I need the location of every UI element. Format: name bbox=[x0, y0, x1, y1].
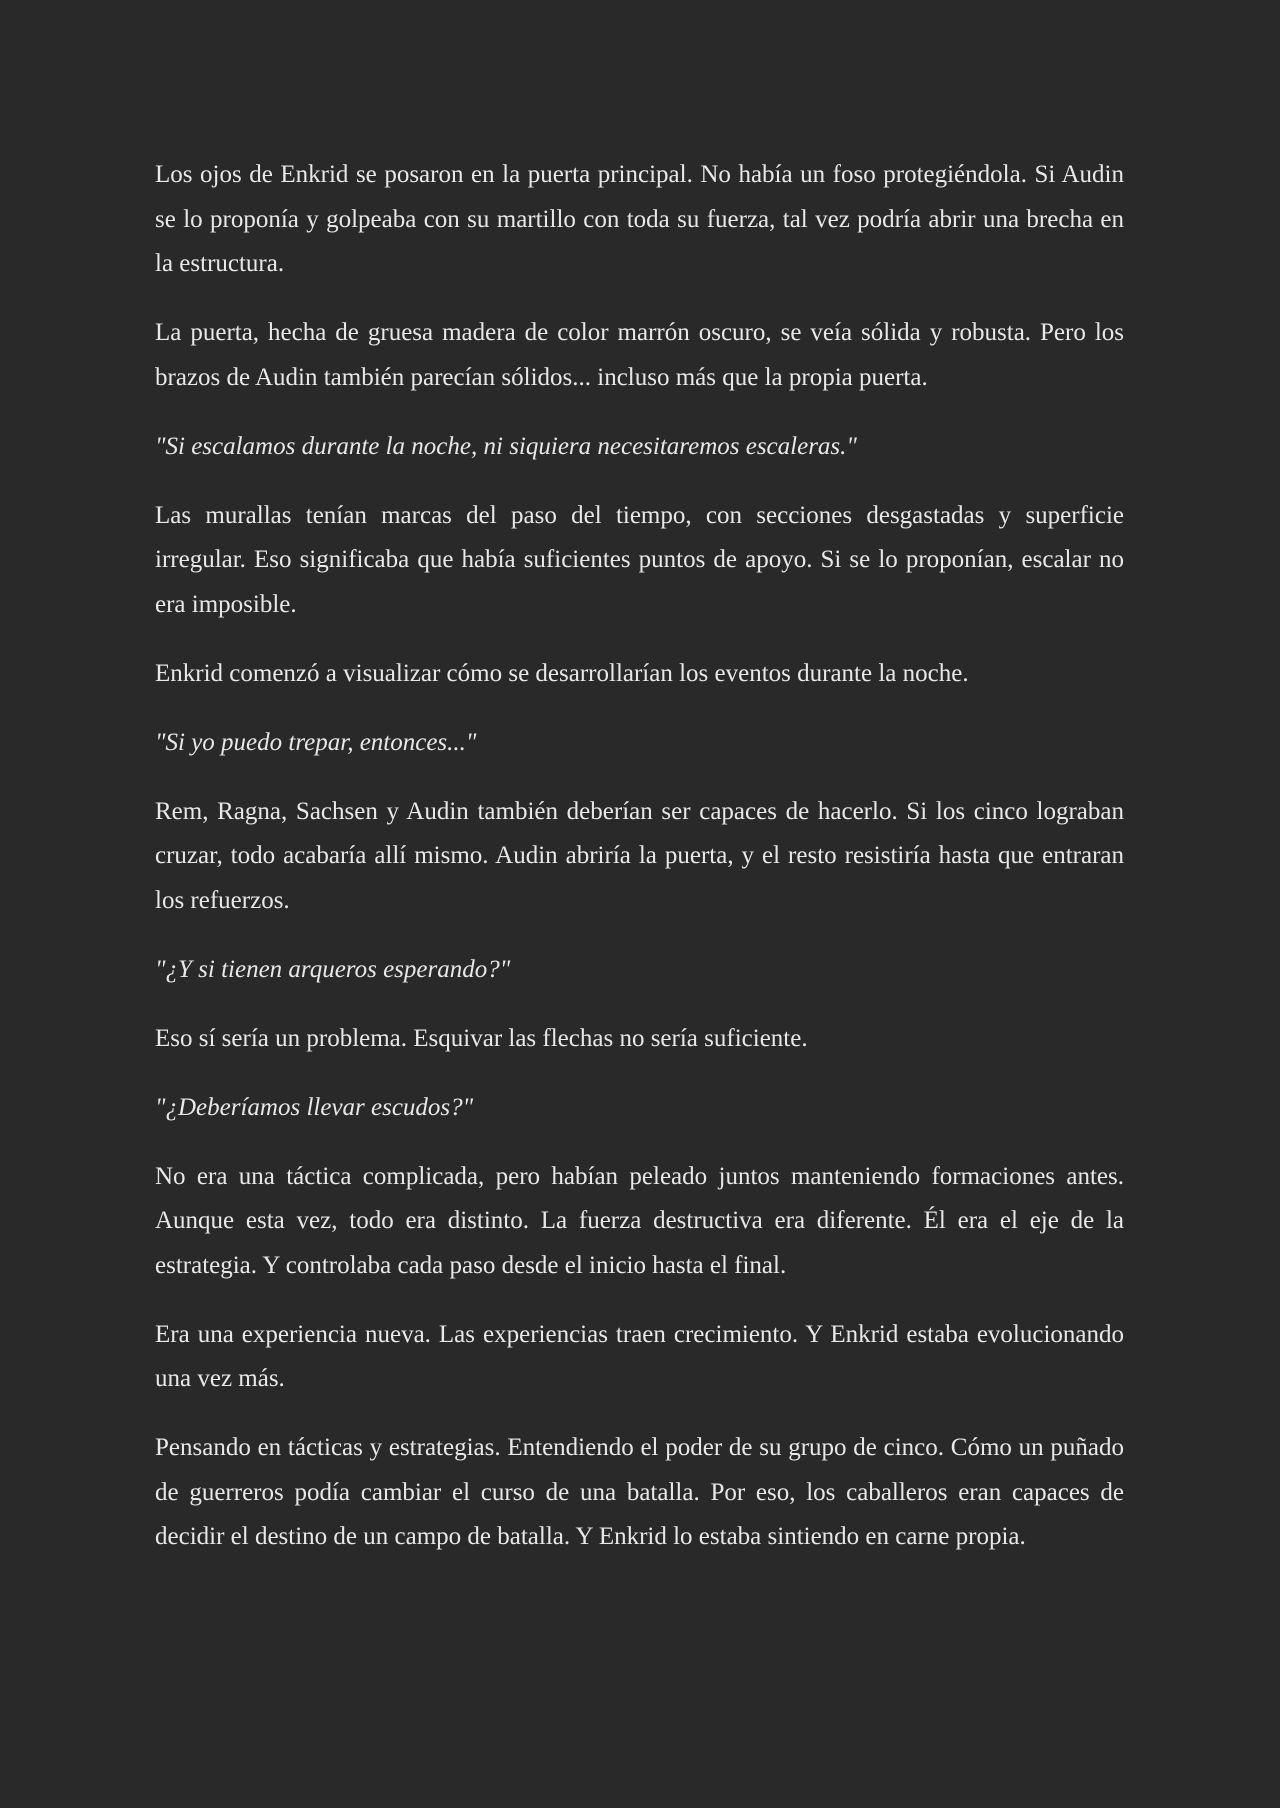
paragraph: La puerta, hecha de gruesa madera de color marrón oscuro, se veía sólida y robusta. Pero los brazos de Audin también parecían sólidos... incluso más que la propia puerta. bbox=[155, 319, 1124, 391]
dialogue-line: "Si escalamos durante la noche, ni siquiera necesitaremos escaleras." bbox=[155, 432, 857, 460]
paragraph: Eso sí sería un problema. Esquivar las flechas no sería suficiente. bbox=[155, 1024, 808, 1052]
paragraph: No era una táctica complicada, pero habían peleado juntos manteniendo formaciones antes. Aunque esta vez, todo era distinto. La fuerza destructiva era diferente. Él era el eje de la estrategia. Y controlaba cada paso desde el inicio hasta el final. bbox=[155, 1162, 1124, 1279]
paragraph: Los ojos de Enkrid se posaron en la puerta principal. No había un foso protegiéndola. Si Audin se lo proponía y golpeaba con su martillo con toda su fuerza, tal vez podría abrir una brecha en la estructura. bbox=[155, 161, 1124, 277]
dialogue-line: "¿Y si tienen arqueros esperando?" bbox=[155, 955, 511, 983]
dialogue-line: "¿Deberíamos llevar escudos?" bbox=[155, 1093, 474, 1121]
paragraph: Las murallas tenían marcas del paso del tiempo, con secciones desgastadas y superficie irregular. Eso significaba que había suficientes puntos de apoyo. Si se lo proponían, escalar no era imposible. bbox=[155, 501, 1124, 618]
paragraph: Enkrid comenzó a visualizar cómo se desarrollarían los eventos durante la noche. bbox=[155, 659, 969, 687]
paragraph: Pensando en tácticas y estrategias. Entendiendo el poder de su grupo de cinco. Cómo un puñado de guerreros podía cambiar el curso de una batalla. Por eso, los caballeros eran capaces de decidir el destino de un campo de batalla. Y Enkrid lo estaba sintiendo en carne propia. bbox=[155, 1434, 1124, 1550]
paragraph: Rem, Ragna, Sachsen y Audin también deberían ser capaces de hacerlo. Si los cinco lograban cruzar, todo acabaría allí mismo. Audin abriría la puerta, y el resto resistiría hasta que entraran los refuerzos. bbox=[155, 797, 1124, 914]
paragraph: Era una experiencia nueva. Las experiencias traen crecimiento. Y Enkrid estaba evolucionando una vez más. bbox=[155, 1320, 1124, 1392]
dialogue-line: "Si yo puedo trepar, entonces..." bbox=[155, 728, 477, 756]
